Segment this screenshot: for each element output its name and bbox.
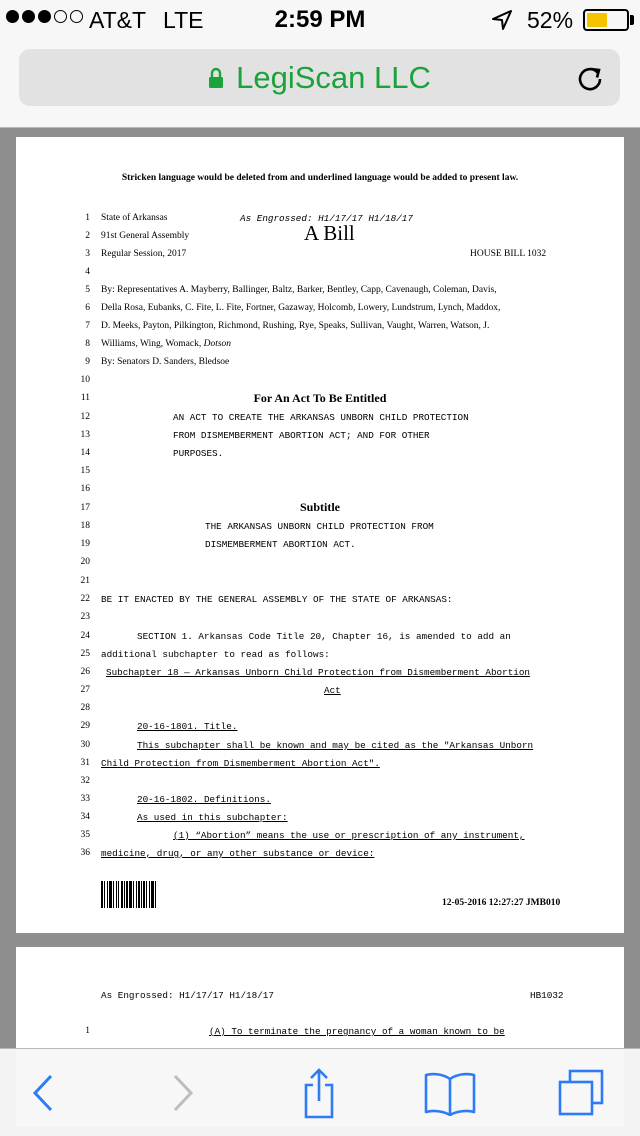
line-number: 26 xyxy=(80,667,90,677)
line-number: 32 xyxy=(80,776,90,786)
address-bar[interactable] xyxy=(19,49,620,106)
line-number: 34 xyxy=(80,812,90,822)
line-number: 15 xyxy=(80,466,90,476)
line-number: 22 xyxy=(80,594,90,604)
line-number: 29 xyxy=(80,721,90,731)
act-title-line-3: PURPOSES. xyxy=(173,448,224,459)
share-button[interactable] xyxy=(291,1067,347,1119)
notice-text: Stricken language would be deleted from and underlined language would be added to present law. xyxy=(121,173,519,183)
document-stamp: 12-05-2016 12:27:27 JMB010 xyxy=(442,898,561,908)
line-number: 14 xyxy=(80,448,90,458)
line-number: 7 xyxy=(85,321,90,331)
forward-button[interactable] xyxy=(155,1067,211,1119)
line-number: 17 xyxy=(80,503,90,513)
browser-top-bar xyxy=(0,0,640,128)
sponsors-line-1: By: Representatives A. Mayberry, Ballinger, Baltz, Barker, Bentley, Capp, Cavenaugh, Coleman, Davis, xyxy=(101,285,497,295)
subchapter-title-line-2: Act xyxy=(324,685,341,696)
status-time: 2:59 PM xyxy=(274,6,366,33)
battery-level xyxy=(587,13,607,27)
location-arrow-icon xyxy=(491,9,513,31)
line-number: 36 xyxy=(80,848,90,858)
line-number: 6 xyxy=(85,303,90,313)
line-number: 13 xyxy=(80,430,90,440)
subtitle-line-2: DISMEMBERMENT ABORTION ACT. xyxy=(205,539,356,550)
line-number: 12 xyxy=(80,412,90,422)
sponsors-italic-name: Dotson xyxy=(203,339,232,349)
sponsors-names: Williams, Wing, Womack, xyxy=(101,339,202,349)
line-number: 30 xyxy=(80,740,90,750)
battery-tip xyxy=(630,15,634,25)
line-number: 5 xyxy=(85,285,90,295)
line-number: 31 xyxy=(80,758,90,768)
section-1801-heading: 20-16-1801. Title. xyxy=(137,721,238,732)
act-title-line-1: AN ACT TO CREATE THE ARKANSAS UNBORN CHILD PROTECTION xyxy=(173,412,469,423)
line-number: 11 xyxy=(80,393,90,403)
barcode-bar xyxy=(156,881,157,908)
act-heading: For An Act To Be Entitled xyxy=(253,391,387,405)
back-chevron-icon xyxy=(31,1073,55,1113)
act-title-line-2: FROM DISMEMBERMENT ABORTION ACT; AND FOR OTHER xyxy=(173,430,430,441)
line-number: 2 xyxy=(85,231,90,241)
senators: By: Senators D. Sanders, Bledsoe xyxy=(101,357,230,367)
line-number: 10 xyxy=(80,375,90,385)
battery-icon xyxy=(583,9,629,31)
line-number: 25 xyxy=(80,649,90,659)
lock-icon xyxy=(208,67,224,89)
section-1801-line-1: This subchapter shall be known and may be cited as the "Arkansas Unborn xyxy=(137,740,534,751)
session: Regular Session, 2017 xyxy=(101,249,187,259)
section-1801-line-2: Child Protection from Dismemberment Abortion Act". xyxy=(101,758,380,769)
page-2-bill-id: HB1032 xyxy=(530,990,564,1001)
line-number: 21 xyxy=(80,576,90,586)
line-number: 18 xyxy=(80,521,90,531)
section-1802-heading: 20-16-1802. Definitions. xyxy=(137,794,271,805)
subtitle-line-1: THE ARKANSAS UNBORN CHILD PROTECTION FROM xyxy=(205,521,434,532)
reload-icon[interactable] xyxy=(575,63,605,93)
line-number: 1 xyxy=(85,1026,90,1036)
engrossed-label: As Engrossed: H1/17/17 H1/18/17 xyxy=(240,213,413,224)
line-number: 3 xyxy=(85,249,90,259)
section-1-line-1: SECTION 1. Arkansas Code Title 20, Chapter 16, is amended to add an xyxy=(137,631,511,642)
forward-chevron-icon xyxy=(171,1073,195,1113)
battery-percent: 52% xyxy=(527,7,574,33)
line-number: 20 xyxy=(80,557,90,567)
section-1802-line-3: medicine, drug, or any other substance or device: xyxy=(101,848,375,859)
line-number: 19 xyxy=(80,539,90,549)
barcode xyxy=(101,881,179,908)
line-number: 8 xyxy=(85,339,90,349)
state-name: State of Arkansas xyxy=(101,213,168,223)
status-bar xyxy=(0,0,640,40)
subchapter-title-line-1: Subchapter 18 — Arkansas Unborn Child Protection from Dismemberment Abortion xyxy=(106,667,531,678)
share-icon xyxy=(299,1067,339,1119)
browser-toolbar xyxy=(0,1048,640,1136)
line-number: 9 xyxy=(85,357,90,367)
section-1802-line-1: As used in this subchapter: xyxy=(137,812,288,823)
carrier-name: AT&T xyxy=(89,7,147,33)
bill-number: HOUSE BILL 1032 xyxy=(470,249,547,259)
back-button[interactable] xyxy=(15,1067,71,1119)
section-1-line-2: additional subchapter to read as follows: xyxy=(101,649,330,660)
tabs-button[interactable] xyxy=(553,1067,609,1119)
tabs-icon xyxy=(556,1068,606,1118)
line-number: 27 xyxy=(80,685,90,695)
bookmarks-icon xyxy=(423,1070,477,1116)
sponsors-line-4 xyxy=(101,339,231,349)
document-page-1[interactable] xyxy=(16,137,624,933)
sponsors-line-2: Della Rosa, Eubanks, C. Fite, L. Fite, Fortner, Gazaway, Holcomb, Lowery, Lundstrum, Lynch, Maddox, xyxy=(101,303,501,313)
general-assembly: 91st General Assembly xyxy=(101,231,190,241)
address-bar-content[interactable] xyxy=(19,49,620,106)
line-number: 35 xyxy=(80,830,90,840)
line-number: 1 xyxy=(85,213,90,223)
line-number: 4 xyxy=(85,267,90,277)
line-number: 24 xyxy=(80,631,90,641)
a-bill-heading: A Bill xyxy=(304,221,355,245)
enacting-clause: BE IT ENACTED BY THE GENERAL ASSEMBLY OF THE STATE OF ARKANSAS: xyxy=(101,594,453,605)
network-type: LTE xyxy=(163,7,204,33)
subtitle-heading: Subtitle xyxy=(299,500,340,514)
line-number: 33 xyxy=(80,794,90,804)
section-1802-line-2: (1) “Abortion” means the use or prescription of any instrument, xyxy=(173,830,525,841)
bookmarks-button[interactable] xyxy=(422,1067,478,1119)
line-number: 28 xyxy=(80,703,90,713)
page-2-engrossed-label: As Engrossed: H1/17/17 H1/18/17 xyxy=(101,990,274,1001)
site-name[interactable]: LegiScan LLC xyxy=(236,59,431,95)
page-2-line-1: (A) To terminate the pregnancy of a woman known to be xyxy=(209,1026,505,1037)
sponsors-line-3: D. Meeks, Payton, Pilkington, Richmond, Rushing, Rye, Speaks, Sullivan, Vaught, Warren, Watson, J. xyxy=(101,321,490,331)
line-number: 16 xyxy=(80,484,90,494)
line-number: 23 xyxy=(80,612,90,622)
